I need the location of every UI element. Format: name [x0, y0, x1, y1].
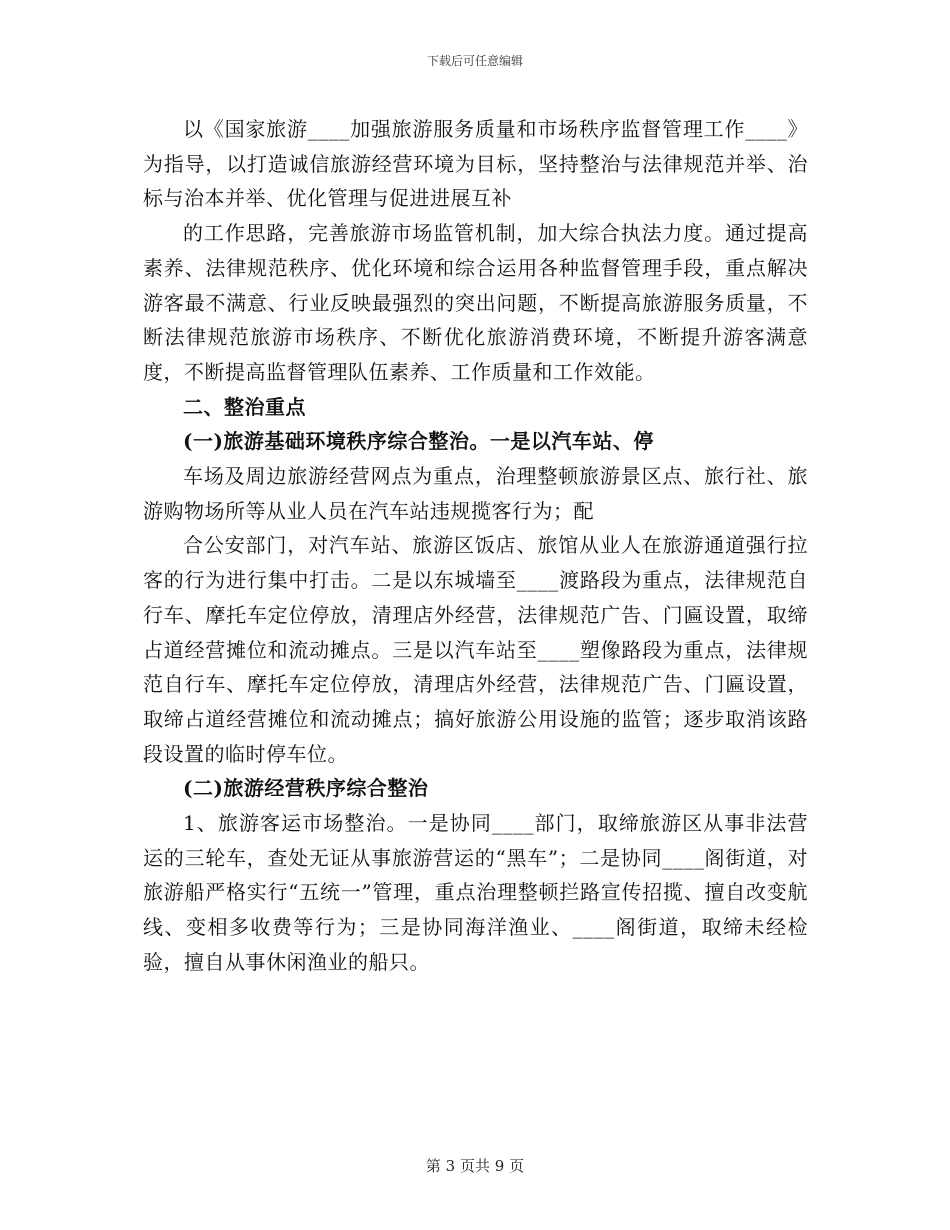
page-header: 下载后可任意编辑: [426, 54, 523, 68]
paragraph: 的工作思路，完善旅游市场监管机制，加大综合执法力度。通过提高素养、法律规范秩序、优化环境和综合运用各种监督管理手段，重点解决游客最不满意、行业反映最强烈的突出问题，不断提高旅游服务质量，不断法律规范旅游市场秩序、不断优化旅游消费环境，不断提升游客满意度，不断提高监督管理队伍素养、工作质量和工作效能。: [143, 221, 808, 384]
paragraph: 合公安部门，对汽车站、旅游区饭店、旅馆从业人在旅游通道强行拉客的行为进行集中打击。二是以东城墙至____渡路段为重点，法律规范自行车、摩托车定位停放，清理店外经营，法律规范广告、门匾设置，取缔占道经营摊位和流动摊点。三是以汽车站至____塑像路段为重点，法律规范自行车、摩托车定位停放，清理店外经营，法律规范广告、门匾设置，取缔占道经营摊位和流动摊点；搞好旅游公用设施的监管；逐步取消该路段设置的临时停车位。: [143, 533, 808, 766]
page-footer: 第 3 页共 9 页: [425, 1157, 525, 1175]
paragraph: 1、旅游客运市场整治。一是协同____部门，取缔旅游区从事非法营运的三轮车，查处无证从事旅游营运的“黑车”；二是协同____阁街道，对旅游船严格实行“五统一”管理，重点治理整顿拦路宣传招揽、擅自改变航线、变相多收费等行为；三是协同海洋渔业、____阁街道，取缔未经检验，擅自从事休闲渔业的船只。: [143, 811, 808, 974]
document-body: [143, 112, 808, 980]
subsection-heading: (二)旅游经营秩序综合整治: [183, 776, 429, 801]
paragraph: 以《国家旅游____加强旅游服务质量和市场秩序监督管理工作____》为指导，以打造诚信旅游经营环境为目标，坚持整治与法律规范并举、治标与治本并举、优化管理与促进进展互补: [143, 117, 808, 211]
subsection-heading: (一)旅游基础环境秩序综合整治。一是以汽车站、停: [183, 429, 654, 454]
section-heading: 二、整治重点: [183, 394, 306, 419]
paragraph: 车场及周边旅游经营网点为重点，治理整顿旅游景区点、旅行社、旅游购物场所等从业人员在汽车站违规揽客行为；配: [143, 464, 808, 523]
